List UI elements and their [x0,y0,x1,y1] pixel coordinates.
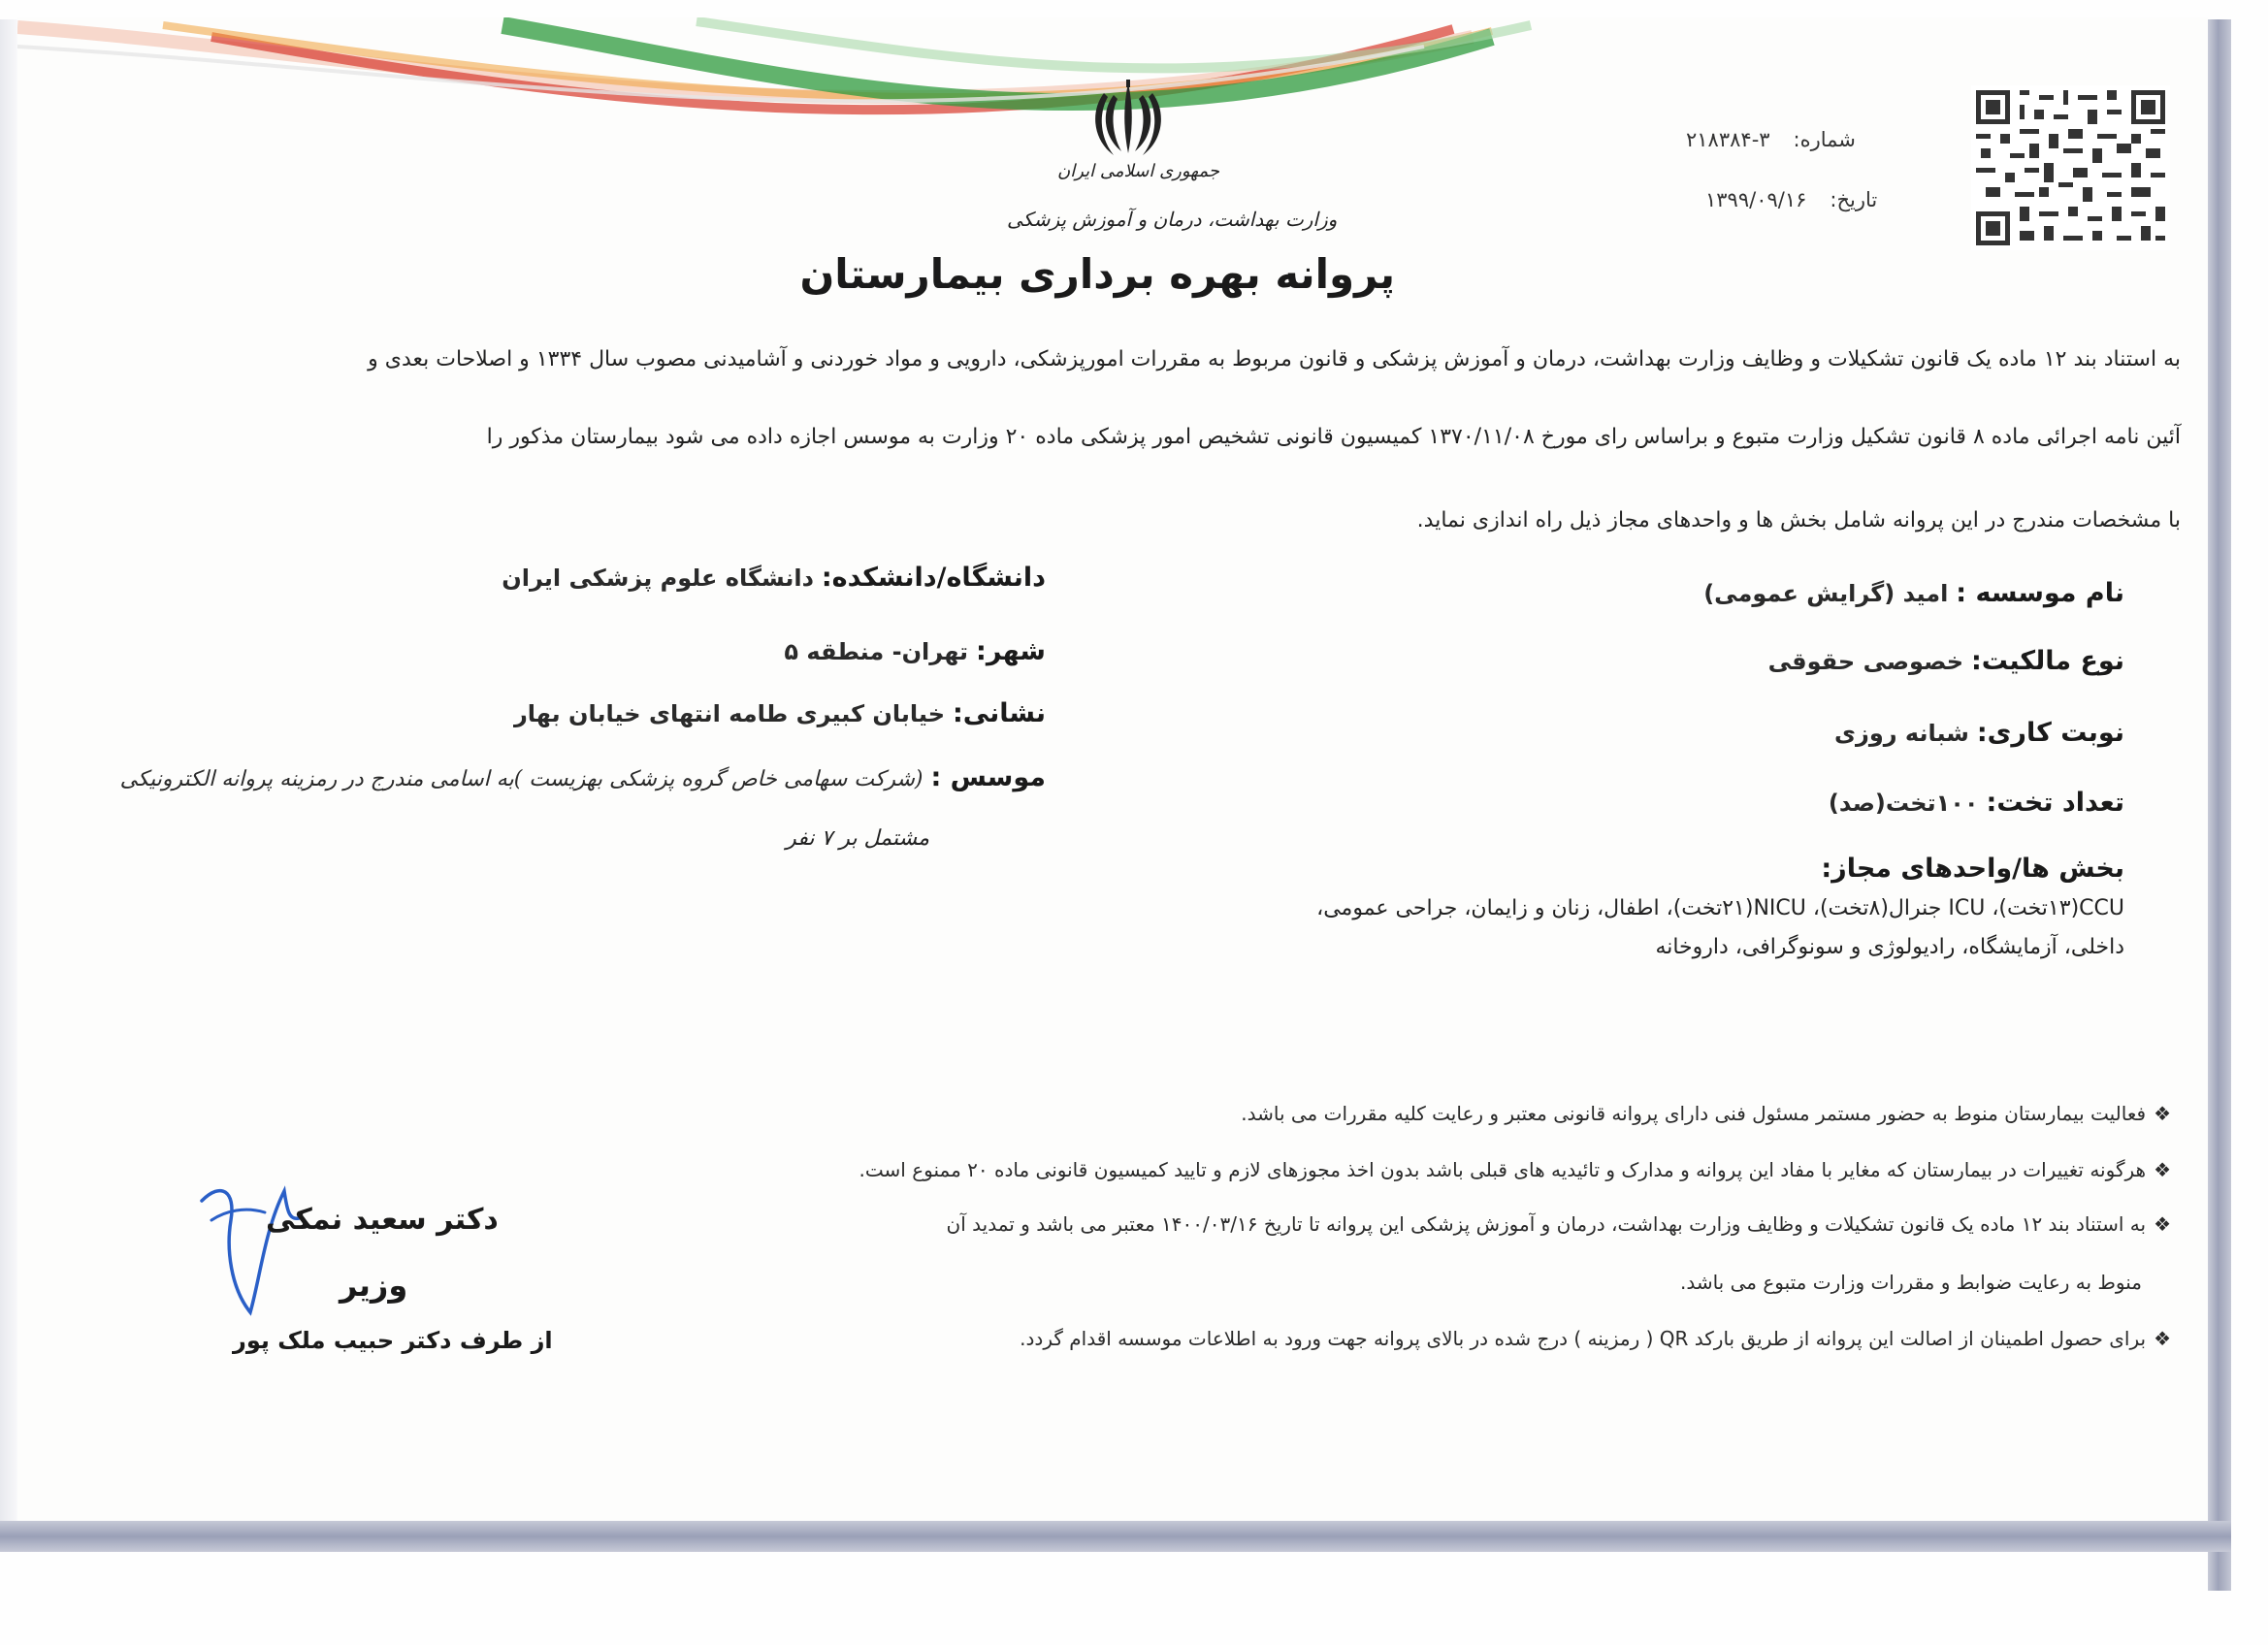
preamble-line-2: آئین نامه اجرائی ماده ۸ قانون تشکیل وزارت متبوع و براساس رای مورخ ۱۳۷۰/۱۱/۰۸ کمیسیون قانونی تشخیص امور پزشکی ماده ۲۰ وزارت به موسس اجازه داده می شود بیمارستان مذکور را [486,425,2181,449]
field-beds [1570,788,2124,818]
ownership-value: خصوصی حقوقی [1767,648,1964,675]
note-3-text: به استناد بند ۱۲ ماده یک قانون تشکیلات و وظایف وزارت بهداشت، درمان و آموزش پزشکی این پروانه تا تاریخ ۱۴۰۰/۰۳/۱۶ معتبر می باشد و تمدید آن [946,1212,2147,1236]
note-2 [735,1158,2171,1181]
org-name-line1: جمهوری اسلامی ایران [1057,161,1219,181]
license-number [1686,128,1856,151]
preamble-line-1: به استناد بند ۱۲ ماده یک قانون تشکیلات و وظایف وزارت بهداشت، درمان و آموزش پزشکی و قانون مربوط به مقررات امورپزشکی، دارویی و مواد خوردنی و آشامیدنی مصوب سال ۱۳۳۴ و اصلاحات بعدی و [368,347,2181,371]
bullet-icon: ❖ [2154,1158,2171,1181]
signer-role: وزیر [340,1267,408,1304]
bullet-icon: ❖ [2154,1102,2171,1125]
note-4 [852,1327,2171,1350]
shift-value: شبانه روزی [1834,720,1969,747]
city-label: شهر: [976,636,1046,666]
field-founder [47,762,1046,792]
address-value: خیابان کبیری طامه انتهای خیابان بهار [513,700,946,727]
org-name-line2: وزارت بهداشت، درمان و آموزش پزشکی [1007,208,1338,231]
bullet-icon: ❖ [2154,1327,2171,1350]
field-university [502,563,1046,593]
scan-edge-left [0,19,17,1532]
units-line-1: CCU(۱۳تخت)، ICU جنرال(۸تخت)، NICU(۲۱تخت)، اطفال، زنان و زایمان، جراحی عمومی، [1316,896,2124,920]
flag-swoosh-decoration [17,17,1667,211]
note-3-continued: منوط به رعایت ضوابط و مقررات وزارت متبوع می باشد. [1679,1271,2142,1294]
units-line-2: داخلی، آزمایشگاه، رادیولوژی و سونوگرافی، داروخانه [1655,935,2124,959]
page-title: پروانه بهره برداری بیمارستان [799,250,1395,298]
scan-edge-right [2208,19,2231,1591]
note-4-text: برای حصول اطمینان از اصالت این پروانه از طریق بارکد QR ( رمزینه ) درج شده در بالای پروانه جهت ورود به اطلاعات موسسه اقدام گردد. [1020,1327,2147,1350]
paper [17,17,2208,1521]
institution-label: نام موسسه : [1956,578,2124,608]
field-shift [1570,718,2124,748]
number-value: ۳-۲۱۸۳۸۴ [1686,128,1770,151]
note-2-text: هرگونه تغییرات در بیمارستان که مغایر با مفاد این پروانه و مدارک و تائیدیه های قبلی باشد بدون اخذ مجوزهای لازم و تایید کمیسیون قانونی ماده ۲۰ ممنوع است. [859,1158,2147,1181]
qr-code-icon [1971,85,2170,250]
field-address [513,698,1046,728]
university-value: دانشگاه علوم پزشکی ایران [502,564,814,592]
field-institution [1570,578,2124,608]
address-label: نشانی: [952,698,1046,728]
founder-value-2: مشتمل بر ۷ نفر [786,826,929,851]
field-city [522,636,1046,666]
license-date [1705,188,1877,211]
iran-emblem-icon [1085,76,1172,163]
bullet-icon: ❖ [2154,1212,2171,1236]
signature-mark [192,1172,318,1317]
shift-label: نوبت کاری: [1976,718,2124,748]
signer-name: دکتر سعید نمکی [266,1203,499,1237]
note-1-text: فعالیت بیمارستان منوط به حضور مستمر مسئول فنی دارای پروانه قانونی معتبر و رعایت کلیه مقررات می باشد. [1241,1102,2147,1125]
founder-label: موسس : [930,762,1046,792]
date-label: تاریخ: [1830,188,1878,211]
preamble-line-3: با مشخصات مندرج در این پروانه شامل بخش ها و واحدهای مجاز ذیل راه اندازی نماید. [1416,508,2181,532]
units-label: بخش ها/واحدهای مجاز: [1821,854,2124,884]
date-value: ۱۳۹۹/۰۹/۱۶ [1705,188,1807,211]
founder-value: (شرکت سهامی خاص گروه پزشکی بهزیست )به اسامی مندرج در رمزینه پروانه الکترونیکی [119,767,923,791]
field-units [1570,854,2124,884]
field-ownership [1570,646,2124,676]
beds-label: تعداد تخت: [1986,788,2124,818]
note-3 [745,1212,2171,1236]
number-label: شماره: [1793,128,1856,151]
scan-edge-bottom [0,1521,2231,1552]
signer-on-behalf: از طرف دکتر حبیب ملک پور [233,1327,553,1354]
university-label: دانشگاه/دانشکده: [821,563,1046,593]
ownership-label: نوع مالکیت: [1970,646,2124,676]
city-value: تهران- منطقه ۵ [784,638,969,665]
note-1 [1162,1102,2171,1125]
institution-value: امید (گرایش عمومی) [1703,580,1949,607]
beds-value: ۱۰۰تخت(صد) [1828,790,1979,817]
